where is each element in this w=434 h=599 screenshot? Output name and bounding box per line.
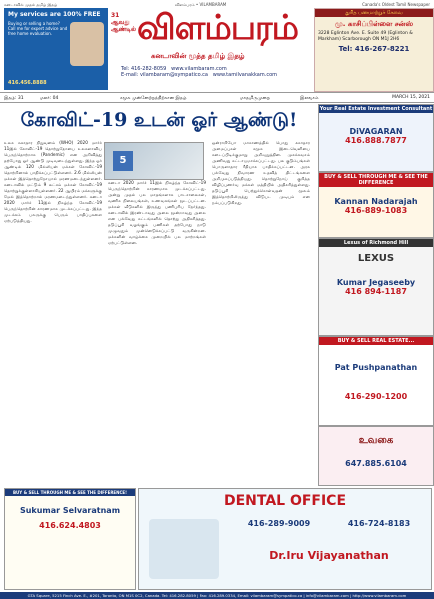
ad-dental-title: DENTAL OFFICE [223, 493, 347, 509]
article-body [4, 140, 314, 485]
masthead-web1[interactable]: www.vilambaram.com [171, 66, 227, 72]
agent-photo [70, 22, 104, 66]
article-column-2: கனடா 2020 மார்ச் 11இல் நிகழ்ந்த கோவிட்-19 பெருந்தொற்றின் காரணமாக முடக்கப்பட்டது. அன்று முதல் பல மாதங்களாக பாடசாலைகள், வணிக நிலையங்கள், உணவகங்கள் மூடப்பட்டன. மக்கள் வீடுகளில் இருந்து பணிபுரிய நேர்ந்தது. கனடாவில் இரண்டாவது அலை மூன்றாவது அலை என பல்வேறு கட்டங்களில் தொற்று அதிகரித்தது. தடுப்பூசி வழங்கும் பணிகள் தற்போது நாடு முழுவதும் முன்னெடுக்கப்பட்டு வருகின்றன. மக்களின் வாழ்க்கை முறையில் பல மாற்றங்கள் ஏற்பட்டுள்ளன. [108, 180, 206, 245]
ad-pat[interactable] [318, 336, 434, 426]
ad-dental-phone-1: 416-289-9009 [247, 519, 311, 528]
ad-kannan-phone: 416-889-1083 [344, 206, 408, 215]
article-column-3: ஒன்ராறியோ மாகாணத்தில் பொது சுகாதார அமைப்புகள் சமூக இடைவெளியை கடைப்பிடிக்குமாறு அறிவுறுத்தின. முகக்கவசம் அணிவது கட்டாயமாக்கப்பட்டது. பல குடும்பங்கள் பொருளாதார ரீதியாக பாதிக்கப்பட்டன. அரசு பல்வேறு நிவாரண உதவித் திட்டங்களை அறிமுகப்படுத்தியது. தொற்றுநோய் குறித்த விழிப்புணர்வு மக்கள் மத்தியில் அதிகரித்துள்ளது. தடுப்பூசி பெற்றுக்கொள்வதன் மூலம் இத்தொற்றிலிருந்து விடுபட முடியும் என நம்பப்படுகிறது. [212, 140, 310, 205]
ad-pat-title: BUY & SELL REAL ESTATE... [319, 337, 433, 345]
ad-kannan-title: BUY & SELL THROUGH ME & SEE THE DIFFERENCE [319, 173, 433, 187]
ad-dental[interactable] [138, 488, 432, 590]
money-transfer-ad[interactable] [314, 8, 434, 92]
ad-sukumar-phone: 416.624.4803 [39, 521, 101, 530]
dateline-number: மலர்: 04 [40, 96, 59, 101]
article-photo [104, 142, 204, 180]
ad-kannan[interactable] [318, 172, 434, 238]
lexus-logo-icon: LEXUS [357, 253, 395, 264]
ad-lexus[interactable] [318, 238, 434, 336]
masthead-web2[interactable]: www.tamilvanakkam.com [212, 72, 278, 78]
masthead-contact [121, 66, 311, 78]
ad-uvakai[interactable] [318, 426, 434, 486]
ad-kannan-name: Kannan Nadarajah [334, 197, 418, 206]
ad-divagaran-name: DiVAGARAN [349, 127, 403, 136]
top-line-center: விளம்பரம் • VILAMBARAM [175, 2, 227, 7]
ad-sukumar-title: BUY & SELL THROUGH ME & SEE THE DIFFERENCE! [5, 489, 135, 496]
money-transfer-header: துரித பணமாற்றுச் சேவை [315, 9, 433, 17]
ad-pat-name: Pat Pushpanathan [334, 363, 418, 372]
ad-sukumar-name: Sukumar Selvaratnam [19, 506, 121, 515]
ad-uvakai-title: உவகை [358, 435, 394, 446]
masthead [111, 8, 311, 90]
right-ad-column [318, 104, 432, 484]
dateline [0, 92, 434, 103]
ad-sukumar[interactable] [4, 488, 136, 590]
dateline-center: சமூக முன்னேற்றத்திற்கான இதழ் [120, 96, 187, 101]
services-ad[interactable] [4, 8, 108, 90]
masthead-tagline: கனடாவின் மூத்த தமிழ் இதழ் [151, 52, 245, 60]
money-transfer-name: மு. காசிப்பிள்ளை சன்ஸ் [335, 20, 413, 28]
top-line-left: கனடாவில் முதல் தமிழ் இதழ் [4, 2, 58, 7]
covid-sign-icon: 5 [113, 151, 133, 171]
main-headline: கோவிட்-19 உடன் ஓர் ஆண்டு! [20, 108, 298, 131]
dateline-date: MARCH 15, 2021 [392, 95, 430, 100]
masthead-tel: Tel: 416-282-8059 [121, 66, 167, 72]
top-line-right: Canada's Oldest Tamil Newspaper [362, 2, 430, 7]
services-ad-title: My services are 100% FREE [8, 11, 101, 18]
dateline-frequency: மாதமிருமுறை [240, 96, 270, 101]
ad-pat-phone: 416-290-1200 [344, 392, 408, 401]
ad-divagaran-title: Your Real Estate Investment Consultant [319, 106, 433, 112]
dateline-free: இலவசம் [300, 96, 319, 101]
bottom-ad-row [0, 488, 434, 592]
ad-dental-phone-2: 416-724-8183 [347, 519, 411, 528]
ad-lexus-title: Lexus of Richmond Hill [319, 239, 433, 247]
dateline-issue: இதழ்: 31 [4, 96, 24, 101]
services-ad-text: Buying or selling a home? Call me for expert advice and free home evaluation. [8, 21, 68, 36]
article-column-1: உலக சுகாதார நிறுவனம் (WHO) 2020 மார்ச் 11இல் கோவிட்-19 தொற்றுநோயை உலகளாவிய பெருந்தொற்றாக (Pandemic) என அறிவித்து தற்போது ஓர் ஆண்டு முடிவடைந்துள்ளது. இந்த ஓர் ஆண்டில் 120 மில்லியன் மக்கள் கோவிட்-19 தொற்றினால் பாதிக்கப்பட்டுள்ளனர். 2.6 மில்லியன் மக்கள் இத்தொற்றுநோயால் மரணமடைந்துள்ளனர். கனடாவில் மட்டும் 9 லட்சம் மக்கள் கோவிட்-19 தொற்றுக்குள்ளாகியுள்ளனர். 22 ஆயிரம் மக்களுக்கு மேல் இத்தொற்றால் மரணமடைந்துள்ளனர். கனடா 2020 மார்ச் 11இல் நிகழ்ந்த கோவிட்-19 பெருந்தொற்றின் காரணமாக முடக்கப்பட்டது. இந்த முடக்கம் பலருக்கு பெரும் பாதிப்புகளை ஏற்படுத்தியது. [4, 140, 102, 223]
anniversary-ribbon: 31 ஆவது ஆண்டில் [111, 12, 136, 33]
money-transfer-address: 3228 Eglinton Ave. E. Suite 49 (Eglinton & Markham) Scarborough ON M1J 2H6 [318, 31, 413, 42]
top-line [0, 0, 434, 8]
ad-lexus-phone: 416 894-1187 [345, 287, 407, 296]
money-transfer-phone: Tel: 416-267-8221 [338, 45, 410, 53]
services-ad-phone: 416.456.8888 [8, 80, 47, 86]
ad-uvakai-phone: 647.885.6104 [345, 459, 407, 468]
ad-divagaran[interactable] [318, 104, 434, 172]
dental-photo [149, 519, 219, 579]
masthead-email[interactable]: E-mail: vilambaram@sympatico.ca [121, 72, 208, 78]
ad-lexus-name: Kumar Jegaseeby [336, 278, 416, 287]
page-footer: GTA Square, 5215 Finch Ave. E., #201, Toronto, ON M1S 0C2, Canada. Tel: 416.282.8059 | Fax: 416.289.0334, Email: vilambaram@sympatico.ca | info@vilambaram.com | http://www.vilambaram.com [0, 592, 434, 599]
ad-dental-doctor: Dr.Iru Vijayanathan [269, 549, 389, 562]
ad-divagaran-phone: 416.888.7877 [345, 136, 407, 145]
newspaper-logo: விளம்பரம் [137, 8, 298, 48]
